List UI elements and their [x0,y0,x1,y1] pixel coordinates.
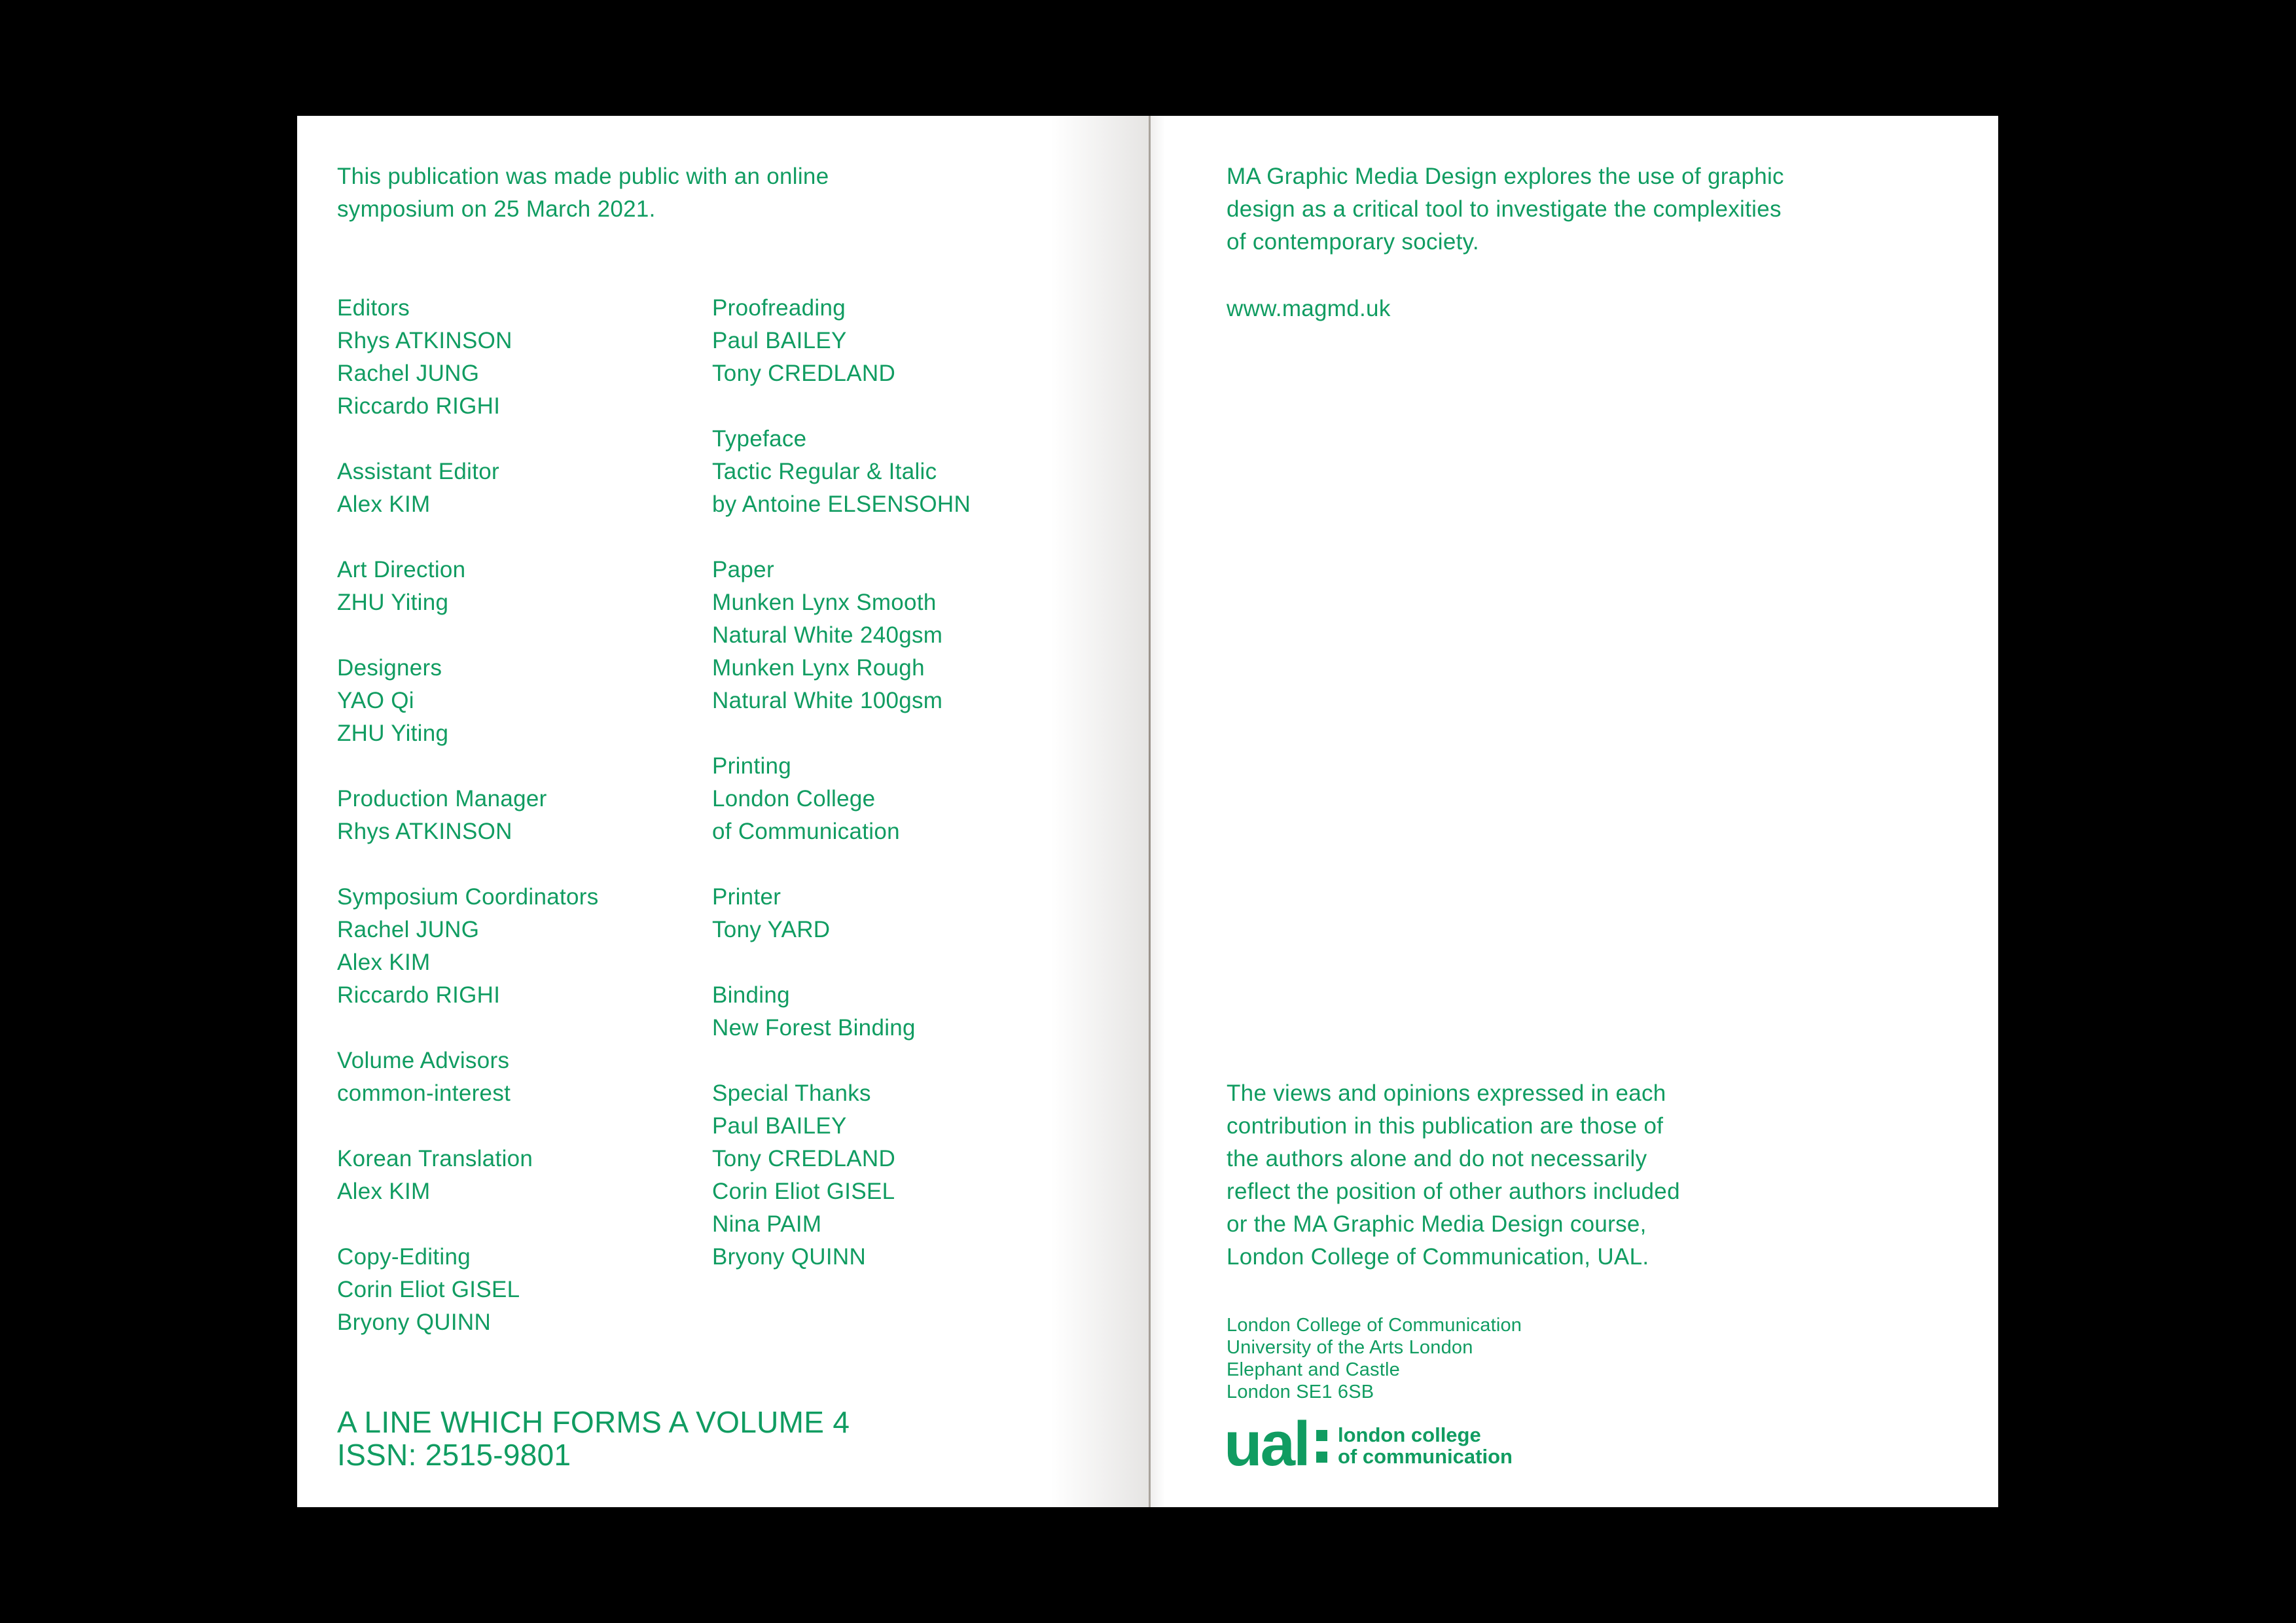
credit-name: Natural White 100gsm [712,688,943,713]
issn-number: ISSN: 2515-9801 [337,1438,571,1472]
credit-role-label: Volume Advisors [337,1048,510,1073]
credit-name: Corin Eliot GISEL [337,1277,520,1302]
credit-group [337,1143,599,1208]
credit-role-label: Designers [337,655,442,681]
credit-group [712,1077,971,1274]
credit-name: Alex KIM [337,491,431,517]
credits-column-2 [712,292,971,1274]
text-line: London College of Communication, UAL. [1227,1244,1649,1270]
credit-role-label: Proofreading [712,295,846,321]
text-line: of contemporary society. [1227,229,1479,255]
text-line: This publication was made public with an online [337,164,829,189]
credit-name: Bryony QUINN [337,1310,492,1335]
credit-name: Natural White 240gsm [712,622,943,648]
credit-role-label: Typeface [712,426,807,452]
credit-name: Tony YARD [712,917,831,942]
left-page [297,116,1149,1507]
credit-name: New Forest Binding [712,1015,916,1041]
credit-group [337,783,599,848]
credits-column-1 [337,292,599,1339]
credit-role-label: Editors [337,295,410,321]
text-line: Elephant and Castle [1227,1359,1400,1380]
volume-title-block [337,1406,850,1471]
credit-group [712,423,971,521]
credit-name: ZHU Yiting [337,721,449,746]
credit-name: Alex KIM [337,1179,431,1204]
text-line: london college [1338,1423,1481,1446]
text-line: MA Graphic Media Design explores the use of graphic [1227,164,1784,189]
credit-name: Rachel JUNG [337,361,480,386]
credit-name: Rachel JUNG [337,917,480,942]
credit-name: YAO Qi [337,688,414,713]
disclaimer [1227,1077,1680,1274]
credit-group [712,881,971,946]
credit-name: Tony CREDLAND [712,361,896,386]
credit-name: Riccardo RIGHI [337,982,501,1008]
credit-name: Tactic Regular & Italic [712,459,937,484]
credit-group [337,881,599,1012]
credit-group [337,1241,599,1339]
credit-name: Rhys ATKINSON [337,819,512,844]
ual-logo-wordmark: ual [1224,1409,1309,1479]
text-line: design as a critical tool to investigate the complexities [1227,196,1782,222]
volume-title: A LINE WHICH FORMS A VOLUME 4 [337,1405,850,1439]
credit-role-label: Special Thanks [712,1080,871,1106]
credit-name: of Communication [712,819,900,844]
credit-name: by Antoine ELSENSOHN [712,491,971,517]
credit-group [337,292,599,423]
credit-role-label: Production Manager [337,786,547,812]
credit-name: Nina PAIM [712,1211,822,1237]
credit-role-label: Copy-Editing [337,1244,471,1270]
credit-group [337,554,599,619]
text-line: or the MA Graphic Media Design course, [1227,1211,1647,1237]
text-line: London College of Communication [1227,1315,1522,1336]
credit-name: Paul BAILEY [712,1113,847,1139]
credit-role-label: Art Direction [337,557,466,582]
text-line: London SE1 6SB [1227,1382,1374,1402]
credit-name: Munken Lynx Rough [712,655,925,681]
credit-group [712,979,971,1044]
credit-group [337,652,599,750]
credit-role-label: Symposium Coordinators [337,884,599,910]
college-address [1227,1314,1522,1403]
credit-role-label: Assistant Editor [337,459,499,484]
text-line: reflect the position of other authors included [1227,1179,1680,1204]
credit-role-label: Korean Translation [337,1146,533,1171]
text-line: the authors alone and do not necessarily [1227,1146,1647,1171]
credit-name: Rhys ATKINSON [337,328,512,353]
text-line: University of the Arts London [1227,1337,1473,1358]
credit-group [337,1044,599,1110]
credit-group [712,292,971,390]
credit-name: Riccardo RIGHI [337,393,501,419]
text-line: The views and opinions expressed in each [1227,1080,1666,1106]
publication-note [337,160,829,226]
text-line: symposium on 25 March 2021. [337,196,656,222]
credit-name: common-interest [337,1080,511,1106]
credit-name: London College [712,786,876,812]
website-url: www.magmd.uk [1227,296,1391,321]
credit-name: ZHU Yiting [337,590,449,615]
credit-role-label: Paper [712,557,774,582]
text-line: of communication [1338,1445,1513,1468]
ual-colon-icon [1316,1452,1327,1463]
credit-name: Alex KIM [337,950,431,975]
credit-name: Tony CREDLAND [712,1146,896,1171]
gutter-line [1149,116,1151,1507]
credit-name: Paul BAILEY [712,328,847,353]
credit-group [712,750,971,848]
credit-name: Bryony QUINN [712,1244,867,1270]
credit-role-label: Printing [712,753,792,779]
right-page [1151,116,1998,1507]
credit-name: Munken Lynx Smooth [712,590,937,615]
credit-group [337,455,599,521]
text-line: contribution in this publication are those of [1227,1113,1664,1139]
ual-logo-subtext [1338,1424,1513,1467]
credit-group [712,554,971,717]
ual-colon-icon [1316,1430,1327,1441]
credit-name: Corin Eliot GISEL [712,1179,895,1204]
credit-role-label: Printer [712,884,781,910]
course-description [1227,160,1784,259]
credit-role-label: Binding [712,982,790,1008]
